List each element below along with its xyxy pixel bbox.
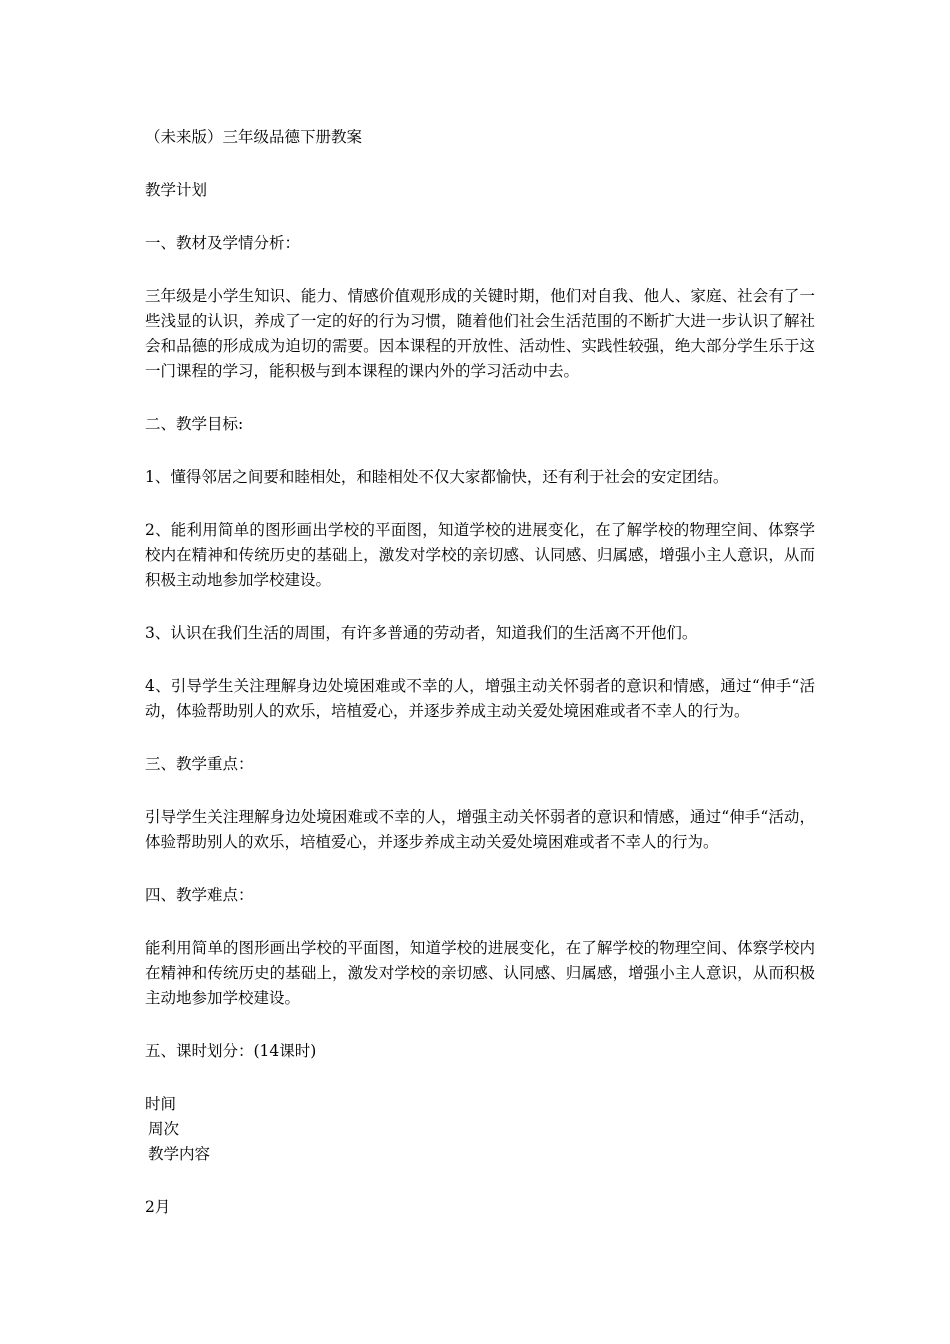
table-col-time: 时间 bbox=[145, 1095, 177, 1113]
section-analysis-title: 一、教材及学情分析： bbox=[145, 234, 301, 252]
section-goals-title: 二、教学目标: bbox=[145, 415, 244, 433]
section-key-title: 三、教学重点： bbox=[145, 755, 254, 773]
section-analysis-body: 三年级是小学生知识、能力、情感价值观形成的关键时期，他们对自我、他人、家庭、社会有了一些浅显的认识，养成了一定的好的行为习惯，随着他们社会生活范围的不断扩大进一步认识了解社会和品德的形成成为迫切的需要。因本课程的开放性、活动性、实践性较强，绝大部分学生乐于这一门课程的学习，能积极与到本课程的课内外的学习活动中去。 bbox=[145, 287, 815, 380]
document-page bbox=[145, 125, 815, 1220]
table-col-content: 教学内容 bbox=[148, 1145, 211, 1163]
goal-item-3: 3、认识在我们生活的周围，有许多普通的劳动者，知道我们的生活离不开他们。 bbox=[145, 624, 698, 642]
document-title: （未来版）三年级品德下册教案 bbox=[145, 128, 363, 146]
goal-item-1: 1、懂得邻居之间要和睦相处，和睦相处不仅大家都愉快，还有利于社会的安定团结。 bbox=[145, 468, 729, 486]
section-schedule-title: 五、课时划分：(14课时) bbox=[145, 1042, 317, 1060]
section-difficulty-body: 能利用简单的图形画出学校的平面图，知道学校的进展变化，在了解学校的物理空间、体察学校内在精神和传统历史的基础上，激发对学校的亲切感、认同感、归属感，增强小主人意识，从而积极主动地参加学校建设。 bbox=[145, 939, 815, 1007]
goal-item-2: 2、能利用简单的图形画出学校的平面图，知道学校的进展变化，在了解学校的物理空间、体察学校内在精神和传统历史的基础上，激发对学校的亲切感、认同感、归属感，增强小主人意识，从而积极主动地参加学校建设。 bbox=[145, 521, 815, 589]
table-cell-month: 2月 bbox=[145, 1198, 171, 1216]
schedule-table-header bbox=[145, 1092, 815, 1167]
goal-item-4: 4、引导学生关注理解身边处境困难或不幸的人，增强主动关怀弱者的意识和情感，通过“伸手“活动，体验帮助别人的欢乐，培植爱心，并逐步养成主动关爱处境困难或者不幸人的行为。 bbox=[145, 677, 815, 720]
section-difficulty-title: 四、教学难点： bbox=[145, 886, 254, 904]
table-col-week: 周次 bbox=[148, 1120, 180, 1138]
plan-heading: 教学计划 bbox=[145, 181, 208, 199]
section-key-body: 引导学生关注理解身边处境困难或不幸的人，增强主动关怀弱者的意识和情感，通过“伸手“活动，体验帮助别人的欢乐，培植爱心，并逐步养成主动关爱处境困难或者不幸人的行为。 bbox=[145, 808, 815, 851]
